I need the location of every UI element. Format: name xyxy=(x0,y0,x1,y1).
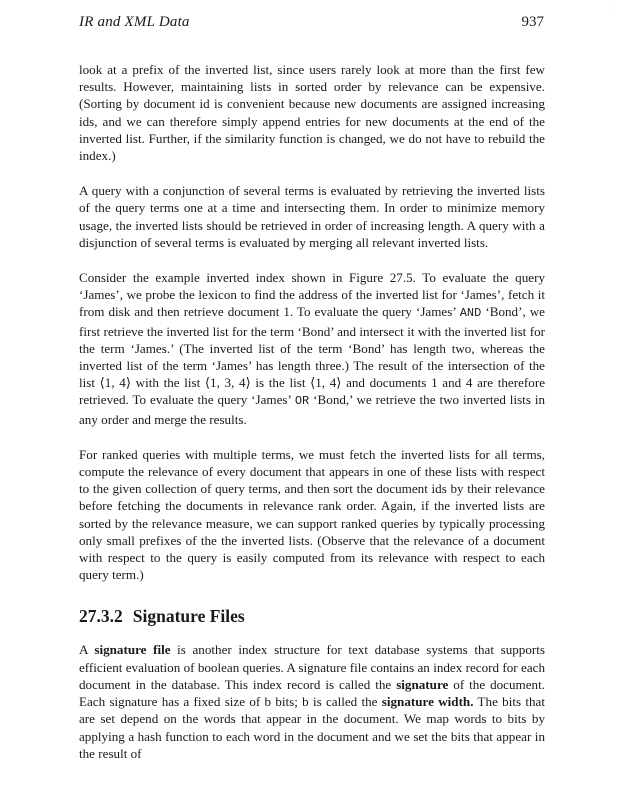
and-keyword: AND xyxy=(459,306,482,321)
paragraph-3-text-c: ‘Bond,’ we retrieve the two inverted lists in any order and merge the results. xyxy=(79,392,546,427)
section-heading xyxy=(79,605,545,627)
running-title: IR and XML Data xyxy=(79,14,190,30)
corner-mark: · xyxy=(611,4,614,13)
paragraph-4: For ranked queries with multiple terms, we must fetch the inverted lists for all terms, compute the relevance of every document that appears in one of these lists with respect to the given collection of query terms, and then sort the document ids by their relevance before fetching the documents in relevance rank order. Again, if the inverted lists are sorted by the relevance measure, we can support ranked queries by typically processing only small prefixes of the the inverted lists. (Observe that the relevance of a document with respect to the query is easily computed from its relevance with respect to each query term.) xyxy=(79,446,545,583)
body-text xyxy=(79,61,545,780)
paragraph-5 xyxy=(79,641,545,761)
section-number: 27.3.2 xyxy=(79,606,123,627)
paragraph-5-text-c: of the document. Each signature has a fixed size of b bits; b is called the xyxy=(79,676,546,710)
term-signature: signature xyxy=(396,676,449,692)
page-number: 937 xyxy=(521,14,544,30)
term-signature-width: signature width. xyxy=(381,694,474,710)
paragraph-5-text-a: A xyxy=(79,642,88,658)
paragraph-5-text-d: The bits that are set depend on the words that appear in the document. We map words to bits by applying a hash function to each word in the document and we set the bits that appear in the result of xyxy=(79,694,545,761)
paragraph-3-text-b: ‘Bond’, we first retrieve the inverted list for the term ‘Bond’ and intersect it with the inverted list for the term ‘James.’ (The inverted list of the term ‘Bond’ has length two, whereas the inverted list of the term ‘James’ has length three.) The result of the intersection of the list ⟨1, 4⟩ with the list ⟨1, 3, 4⟩ is the list ⟨1, 4⟩ and documents 1 and 4 are therefore retrieved. To evaluate the query ‘James’ xyxy=(79,304,545,408)
paragraph-5-text-b: is another index structure for text database systems that supports efficient evaluation of boolean queries. A signature file contains an index record for each document in the database. This index record is called the xyxy=(79,642,545,692)
paragraph-3-text-a: Consider the example inverted index shown in Figure 27.5. To evaluate the query ‘James’, we probe the lexicon to find the address of the inverted list for ‘James’, fetch it from disk and then retrieve document 1. To evaluate the query ‘James’ xyxy=(79,270,545,320)
paragraph-2: A query with a conjunction of several terms is evaluated by retrieving the inverted lists of the query terms one at a time and intersecting them. In order to minimize memory usage, the inverted lists should be retrieved in order of increasing length. A query with a disjunction of several terms is evaluated by merging all relevant inverted lists. xyxy=(79,183,545,250)
section-title: Signature Files xyxy=(132,606,245,627)
or-keyword: OR xyxy=(294,394,310,409)
paragraph-3 xyxy=(79,269,545,428)
term-signature-file: signature file xyxy=(94,642,171,658)
running-head xyxy=(79,14,544,31)
paragraph-1: look at a prefix of the inverted list, since users rarely look at more than the first few results. However, maintaining lists in sorted order by relevance can be expensive. (Sorting by document id is convenient because new documents are assigned increasing ids, and we can therefore simply append entries for new documents at the end of the inverted list. Further, if the similarity function is changed, we do not have to rebuild the index.) xyxy=(79,62,545,164)
